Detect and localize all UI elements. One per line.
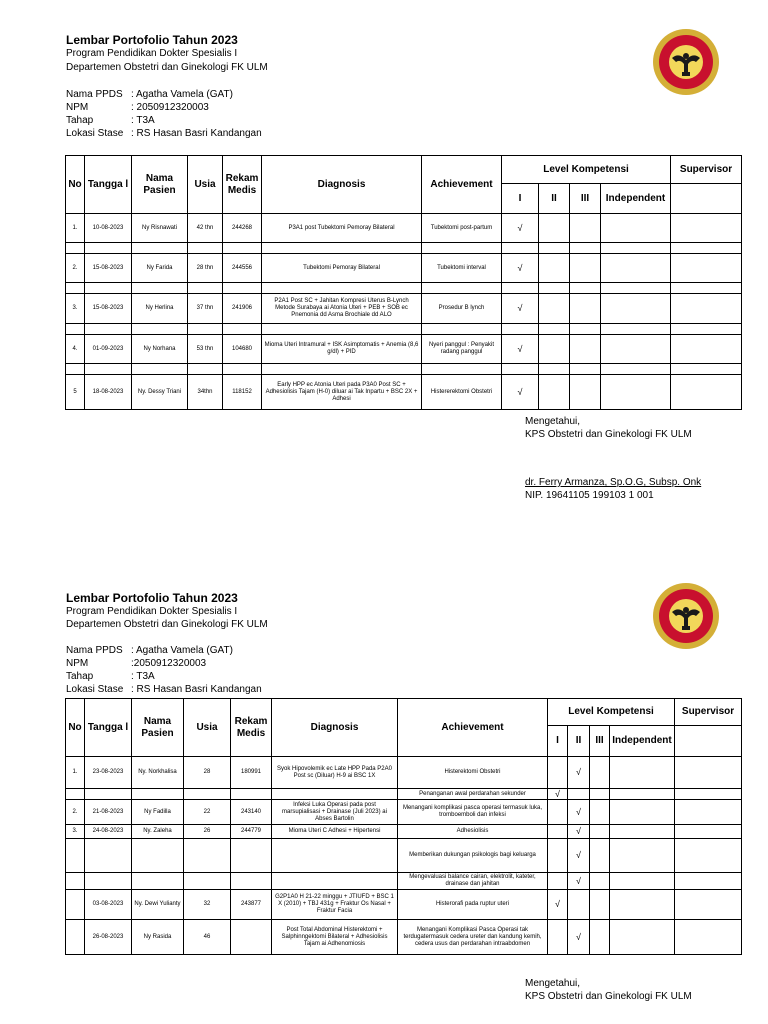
cell-no: 1. bbox=[66, 757, 85, 789]
cell-empty bbox=[422, 324, 502, 335]
header-supervisor: Supervisor bbox=[671, 156, 742, 184]
cell-empty bbox=[132, 283, 188, 294]
cell-empty bbox=[539, 364, 570, 375]
cell-nama: Ny Fadilla bbox=[132, 800, 184, 825]
info-value: : Agatha Vamela (GAT) bbox=[131, 645, 233, 656]
doc-title: Lembar Portofolio Tahun 2023 bbox=[66, 591, 238, 605]
header-level-3: III bbox=[570, 184, 601, 214]
cell-usia bbox=[184, 789, 231, 800]
table-row bbox=[66, 757, 742, 789]
cell-achievement: Tubektomi post-partum bbox=[422, 214, 502, 243]
cell-empty bbox=[223, 364, 262, 375]
cell-achievement: Menangani komplikasi pasca operasi termasuk luka, tromboemboli dan infeksi bbox=[398, 800, 548, 825]
cell-supervisor bbox=[675, 873, 742, 890]
cell-level-independent bbox=[610, 873, 675, 890]
cell-empty bbox=[66, 364, 85, 375]
cell-achievement: Prosedur B lynch bbox=[422, 294, 502, 324]
header-level-1: I bbox=[502, 184, 539, 214]
cell-empty bbox=[188, 324, 223, 335]
university-logo bbox=[652, 582, 720, 650]
header-supervisor-cell bbox=[671, 184, 742, 214]
cell-usia: 26 bbox=[184, 825, 231, 839]
cell-empty bbox=[262, 243, 422, 254]
cell-supervisor bbox=[675, 800, 742, 825]
cell-empty bbox=[223, 283, 262, 294]
cell-supervisor bbox=[671, 335, 742, 364]
cell-empty bbox=[223, 324, 262, 335]
cell-no: 3. bbox=[66, 294, 85, 324]
cell-no bbox=[66, 920, 85, 955]
cell-level-3 bbox=[590, 873, 610, 890]
cell-empty bbox=[66, 283, 85, 294]
cell-level-independent bbox=[610, 789, 675, 800]
spacer-row bbox=[66, 364, 742, 375]
cell-achievement: Menangani Komplikasi Pasca Operasi tak terdugatermasuk cedera ureter dan kandung kemih, cedera usus dan perdarahan intraabdomen bbox=[398, 920, 548, 955]
cell-achievement: Histerektomi Obstetri bbox=[398, 757, 548, 789]
cell-empty bbox=[85, 324, 132, 335]
cell-level-2 bbox=[539, 254, 570, 283]
department-line: Departemen Obstetri dan Ginekologi FK ULM bbox=[66, 62, 268, 73]
cell-level-1 bbox=[548, 839, 568, 873]
table-2-body bbox=[66, 757, 742, 955]
cell-level-independent bbox=[610, 757, 675, 789]
cell-nama: Ny Farida bbox=[132, 254, 188, 283]
cell-nama: Ny. Zaleha bbox=[132, 825, 184, 839]
cell-diagnosis: Early HPP ec Atonia Uteri pada P3A0 Post SC + Adhesiolisis Tajam (H-0) diluar ai Tak Inpartu + BSC 2X + Adhesi bbox=[262, 375, 422, 410]
cell-tanggal bbox=[85, 873, 132, 890]
cell-usia: 32 bbox=[184, 890, 231, 920]
cell-usia: 53 thn bbox=[188, 335, 223, 364]
cell-level-1 bbox=[548, 800, 568, 825]
table-row bbox=[66, 214, 742, 243]
cell-no bbox=[66, 890, 85, 920]
cell-level-independent bbox=[601, 294, 671, 324]
cell-level-1: √ bbox=[502, 375, 539, 410]
cell-empty bbox=[539, 243, 570, 254]
header-usia: Usia bbox=[184, 699, 231, 757]
cell-level-2 bbox=[568, 789, 590, 800]
cell-diagnosis: Infeksi Luka Operasi pada post marsupialisasi + Drainase (Juli 2023) ai Abses Bartolin bbox=[272, 800, 398, 825]
cell-supervisor bbox=[675, 839, 742, 873]
cell-diagnosis: G2P1A0 H 21-22 minggu + JTIUFD + BSC 1 X (2010) + TBJ 431g + Fraktur Os Nasal + Fraktur Facia bbox=[272, 890, 398, 920]
university-logo bbox=[652, 28, 720, 96]
cell-level-1: √ bbox=[548, 890, 568, 920]
cell-nama: Ny. Norkhalisa bbox=[132, 757, 184, 789]
cell-nama: Ny Risnawati bbox=[132, 214, 188, 243]
cell-diagnosis bbox=[272, 873, 398, 890]
cell-rekam: 104680 bbox=[223, 335, 262, 364]
cell-empty bbox=[422, 243, 502, 254]
header-level-2: II bbox=[539, 184, 570, 214]
cell-rekam bbox=[231, 873, 272, 890]
header-usia: Usia bbox=[188, 156, 223, 214]
header-achievement: Achievement bbox=[422, 156, 502, 214]
table-row bbox=[66, 800, 742, 825]
cell-achievement: Histererektomi Obstetri bbox=[422, 375, 502, 410]
cell-tanggal: 15-08-2023 bbox=[85, 294, 132, 324]
portfolio-table-1 bbox=[65, 155, 742, 410]
cell-nama bbox=[132, 873, 184, 890]
info-label: Lokasi Stase bbox=[66, 128, 124, 139]
cell-rekam bbox=[231, 839, 272, 873]
cell-diagnosis: Post Total Abdominal Histerektomi + Salphinngektomi Bilateral + Adhesiolisis Tajam ai Adhenomiosis bbox=[272, 920, 398, 955]
cell-tanggal: 24-08-2023 bbox=[85, 825, 132, 839]
portfolio-page-2 bbox=[0, 540, 768, 1024]
doc-title: Lembar Portofolio Tahun 2023 bbox=[66, 33, 238, 47]
info-value: : T3A bbox=[131, 671, 155, 682]
cell-no bbox=[66, 873, 85, 890]
cell-no: 2. bbox=[66, 254, 85, 283]
cell-no bbox=[66, 789, 85, 800]
table-row bbox=[66, 254, 742, 283]
header-supervisor: Supervisor bbox=[675, 699, 742, 726]
cell-level-2: √ bbox=[568, 800, 590, 825]
table-row bbox=[66, 375, 742, 410]
cell-level-3 bbox=[570, 335, 601, 364]
cell-no: 3. bbox=[66, 825, 85, 839]
cell-rekam: 243877 bbox=[231, 890, 272, 920]
header-level: Level Kompetensi bbox=[502, 156, 671, 184]
cell-level-3 bbox=[570, 254, 601, 283]
info-label: NPM bbox=[66, 658, 89, 669]
cell-supervisor bbox=[671, 375, 742, 410]
table-row bbox=[66, 890, 742, 920]
cell-rekam: 244268 bbox=[223, 214, 262, 243]
cell-rekam: 244779 bbox=[231, 825, 272, 839]
cell-empty bbox=[66, 243, 85, 254]
cell-diagnosis: Tubektomi Pemoray Bilateral bbox=[262, 254, 422, 283]
cell-no: 4. bbox=[66, 335, 85, 364]
info-label: Tahap bbox=[66, 671, 94, 682]
cell-level-2: √ bbox=[568, 873, 590, 890]
cell-empty bbox=[502, 364, 539, 375]
info-label: Tahap bbox=[66, 115, 94, 126]
info-label: Lokasi Stase bbox=[66, 684, 124, 695]
sign-name: dr. Ferry Armanza, Sp.O.G, Subsp. Onk bbox=[525, 477, 702, 488]
cell-empty bbox=[502, 324, 539, 335]
cell-empty bbox=[570, 364, 601, 375]
cell-nama: Ny Rasida bbox=[132, 920, 184, 955]
cell-tanggal: 18-08-2023 bbox=[85, 375, 132, 410]
cell-achievement: Adhesiolisis bbox=[398, 825, 548, 839]
sign-acknowledged: Mengetahui, bbox=[525, 416, 581, 427]
cell-rekam: 241906 bbox=[223, 294, 262, 324]
cell-diagnosis: P2A1 Post SC + Jahitan Kompresi Uterus B-Lynch Metode Surabaya ai Atonia Uteri + PEB + SOB ec Pnemonia dd Asma Brochiale dd ALO bbox=[262, 294, 422, 324]
header-tanggal: Tangga l bbox=[85, 699, 132, 757]
cell-achievement: Penanganan awal perdarahan sekunder bbox=[398, 789, 548, 800]
cell-tanggal: 01-09-2023 bbox=[85, 335, 132, 364]
header-nama: Nama Pasien bbox=[132, 156, 188, 214]
cell-level-1 bbox=[548, 920, 568, 955]
info-value: : RS Hasan Basri Kandangan bbox=[131, 684, 262, 695]
header-level-independent: Independent bbox=[601, 184, 671, 214]
cell-tanggal bbox=[85, 789, 132, 800]
cell-level-2: √ bbox=[568, 920, 590, 955]
cell-supervisor bbox=[675, 789, 742, 800]
cell-tanggal bbox=[85, 839, 132, 873]
info-value: : 2050912320003 bbox=[131, 102, 209, 113]
cell-diagnosis: P3A1 post Tubektomi Pemoray Bilateral bbox=[262, 214, 422, 243]
cell-empty bbox=[601, 243, 671, 254]
cell-rekam bbox=[231, 789, 272, 800]
cell-empty bbox=[132, 324, 188, 335]
cell-achievement: Tubektomi interval bbox=[422, 254, 502, 283]
cell-level-2: √ bbox=[568, 839, 590, 873]
department-line: Departemen Obstetri dan Ginekologi FK ULM bbox=[66, 619, 268, 630]
cell-level-2 bbox=[539, 375, 570, 410]
cell-level-1: √ bbox=[502, 335, 539, 364]
cell-usia: 37 thn bbox=[188, 294, 223, 324]
cell-level-2: √ bbox=[568, 757, 590, 789]
cell-usia: 34thn bbox=[188, 375, 223, 410]
cell-empty bbox=[188, 364, 223, 375]
cell-empty bbox=[188, 283, 223, 294]
header-level-independent: Independent bbox=[610, 726, 675, 757]
table-1-body bbox=[66, 214, 742, 410]
cell-level-2 bbox=[539, 214, 570, 243]
cell-usia bbox=[184, 839, 231, 873]
cell-empty bbox=[223, 243, 262, 254]
cell-nama: Ny Norhana bbox=[132, 335, 188, 364]
cell-diagnosis: Mioma Uteri C Adhesi + Hipertensi bbox=[272, 825, 398, 839]
cell-level-3 bbox=[590, 825, 610, 839]
header-diagnosis: Diagnosis bbox=[262, 156, 422, 214]
cell-nama bbox=[132, 789, 184, 800]
cell-level-independent bbox=[601, 254, 671, 283]
spacer-row bbox=[66, 324, 742, 335]
cell-tanggal: 10-08-2023 bbox=[85, 214, 132, 243]
cell-empty bbox=[85, 283, 132, 294]
cell-empty bbox=[601, 324, 671, 335]
cell-level-1: √ bbox=[502, 294, 539, 324]
cell-no bbox=[66, 839, 85, 873]
cell-empty bbox=[539, 324, 570, 335]
cell-nama: Ny Herlina bbox=[132, 294, 188, 324]
header-rekam: Rekam Medis bbox=[231, 699, 272, 757]
cell-empty bbox=[85, 364, 132, 375]
portfolio-table-2 bbox=[65, 698, 742, 955]
cell-supervisor bbox=[675, 757, 742, 789]
cell-empty bbox=[502, 243, 539, 254]
cell-achievement: Histerorafi pada ruptur uteri bbox=[398, 890, 548, 920]
header-level-2: II bbox=[568, 726, 590, 757]
cell-level-1: √ bbox=[502, 254, 539, 283]
cell-empty bbox=[262, 283, 422, 294]
sign-role: KPS Obstetri dan Ginekologi FK ULM bbox=[525, 429, 692, 440]
cell-empty bbox=[539, 283, 570, 294]
signature-block-1 bbox=[525, 415, 701, 502]
cell-nama bbox=[132, 839, 184, 873]
cell-level-3 bbox=[590, 800, 610, 825]
header-supervisor-cell bbox=[675, 726, 742, 757]
cell-tanggal: 15-08-2023 bbox=[85, 254, 132, 283]
info-value: :2050912320003 bbox=[131, 658, 207, 669]
program-line: Program Pendidikan Dokter Spesialis I bbox=[66, 48, 238, 59]
cell-no: 1. bbox=[66, 214, 85, 243]
cell-rekam: 180991 bbox=[231, 757, 272, 789]
sign-role: KPS Obstetri dan Ginekologi FK ULM bbox=[525, 991, 692, 1002]
cell-level-independent bbox=[601, 375, 671, 410]
spacer-row bbox=[66, 283, 742, 294]
cell-empty bbox=[132, 364, 188, 375]
cell-level-3 bbox=[590, 789, 610, 800]
cell-level-independent bbox=[610, 839, 675, 873]
sign-nip: NIP. 19641105 199103 1 001 bbox=[525, 490, 654, 501]
info-value: : T3A bbox=[131, 115, 155, 126]
cell-rekam bbox=[231, 920, 272, 955]
table-row bbox=[66, 873, 742, 890]
cell-achievement: Nyeri panggul : Penyakit radang panggul bbox=[422, 335, 502, 364]
cell-no: 2. bbox=[66, 800, 85, 825]
cell-level-3 bbox=[590, 757, 610, 789]
table-row bbox=[66, 789, 742, 800]
cell-achievement: Memberikan dukungan psikologis bagi keluarga bbox=[398, 839, 548, 873]
cell-rekam: 243140 bbox=[231, 800, 272, 825]
header-no: No bbox=[66, 699, 85, 757]
cell-empty bbox=[422, 283, 502, 294]
cell-tanggal: 23-08-2023 bbox=[85, 757, 132, 789]
header-level: Level Kompetensi bbox=[548, 699, 675, 726]
cell-supervisor bbox=[675, 890, 742, 920]
cell-supervisor bbox=[671, 294, 742, 324]
cell-empty bbox=[671, 283, 742, 294]
cell-usia: 46 bbox=[184, 920, 231, 955]
cell-empty bbox=[262, 364, 422, 375]
cell-level-3 bbox=[570, 214, 601, 243]
cell-empty bbox=[422, 364, 502, 375]
cell-level-independent bbox=[601, 335, 671, 364]
cell-diagnosis bbox=[272, 789, 398, 800]
cell-empty bbox=[570, 324, 601, 335]
cell-empty bbox=[188, 243, 223, 254]
cell-level-independent bbox=[610, 800, 675, 825]
program-line: Program Pendidikan Dokter Spesialis I bbox=[66, 606, 238, 617]
cell-empty bbox=[671, 364, 742, 375]
table-row bbox=[66, 294, 742, 324]
cell-level-2 bbox=[568, 890, 590, 920]
cell-diagnosis: Mioma Uteri Intramural + ISK Asimptomatis + Anemia (8,6 g/dl) + PID bbox=[262, 335, 422, 364]
cell-level-1: √ bbox=[548, 789, 568, 800]
cell-supervisor bbox=[675, 920, 742, 955]
cell-tanggal: 26-08-2023 bbox=[85, 920, 132, 955]
cell-level-3 bbox=[570, 375, 601, 410]
cell-empty bbox=[601, 283, 671, 294]
cell-empty bbox=[671, 324, 742, 335]
cell-supervisor bbox=[671, 254, 742, 283]
cell-usia bbox=[184, 873, 231, 890]
header-diagnosis: Diagnosis bbox=[272, 699, 398, 757]
cell-rekam: 244556 bbox=[223, 254, 262, 283]
cell-level-independent bbox=[610, 920, 675, 955]
cell-supervisor bbox=[675, 825, 742, 839]
cell-nama: Ny. Dessy Triani bbox=[132, 375, 188, 410]
header-nama: Nama Pasien bbox=[132, 699, 184, 757]
cell-empty bbox=[132, 243, 188, 254]
cell-level-1 bbox=[548, 757, 568, 789]
cell-empty bbox=[85, 243, 132, 254]
cell-diagnosis bbox=[272, 839, 398, 873]
table-row bbox=[66, 839, 742, 873]
cell-level-3 bbox=[570, 294, 601, 324]
cell-rekam: 118152 bbox=[223, 375, 262, 410]
cell-level-independent bbox=[601, 214, 671, 243]
cell-empty bbox=[671, 243, 742, 254]
table-row bbox=[66, 920, 742, 955]
header-no: No bbox=[66, 156, 85, 214]
cell-level-2 bbox=[539, 335, 570, 364]
cell-level-3 bbox=[590, 890, 610, 920]
cell-tanggal: 21-08-2023 bbox=[85, 800, 132, 825]
table-row bbox=[66, 825, 742, 839]
sign-acknowledged: Mengetahui, bbox=[525, 978, 581, 989]
table-row bbox=[66, 335, 742, 364]
cell-empty bbox=[66, 324, 85, 335]
cell-level-3 bbox=[590, 839, 610, 873]
cell-level-1 bbox=[548, 825, 568, 839]
info-value: : RS Hasan Basri Kandangan bbox=[131, 128, 262, 139]
cell-empty bbox=[601, 364, 671, 375]
cell-level-independent bbox=[610, 825, 675, 839]
cell-level-1: √ bbox=[502, 214, 539, 243]
cell-empty bbox=[502, 283, 539, 294]
info-value: : Agatha Vamela (GAT) bbox=[131, 89, 233, 100]
cell-usia: 42 thn bbox=[188, 214, 223, 243]
cell-empty bbox=[570, 283, 601, 294]
cell-level-2: √ bbox=[568, 825, 590, 839]
cell-achievement: Mengevaluasi balance cairan, elektrolit, kateter, drainase dan jahitan bbox=[398, 873, 548, 890]
cell-empty bbox=[570, 243, 601, 254]
header-achievement: Achievement bbox=[398, 699, 548, 757]
info-label: Nama PPDS bbox=[66, 645, 123, 656]
info-label: NPM bbox=[66, 102, 89, 113]
cell-tanggal: 03-08-2023 bbox=[85, 890, 132, 920]
cell-level-3 bbox=[590, 920, 610, 955]
header-level-3: III bbox=[590, 726, 610, 757]
spacer-row bbox=[66, 243, 742, 254]
info-label: Nama PPDS bbox=[66, 89, 123, 100]
cell-usia: 28 bbox=[184, 757, 231, 789]
cell-usia: 28 thn bbox=[188, 254, 223, 283]
cell-level-2 bbox=[539, 294, 570, 324]
cell-diagnosis: Syok Hipovolemik ec Late HPP Pada P2A0 Post sc (Diluar) H-9 ai BSC 1X bbox=[272, 757, 398, 789]
cell-supervisor bbox=[671, 214, 742, 243]
signature-block-2 bbox=[525, 977, 692, 1003]
header-tanggal: Tangga l bbox=[85, 156, 132, 214]
header-level-1: I bbox=[548, 726, 568, 757]
cell-level-independent bbox=[610, 890, 675, 920]
cell-nama: Ny. Dewi Yulianty bbox=[132, 890, 184, 920]
cell-usia: 22 bbox=[184, 800, 231, 825]
header-rekam: Rekam Medis bbox=[223, 156, 262, 214]
cell-no: 5 bbox=[66, 375, 85, 410]
cell-level-1 bbox=[548, 873, 568, 890]
cell-empty bbox=[262, 324, 422, 335]
